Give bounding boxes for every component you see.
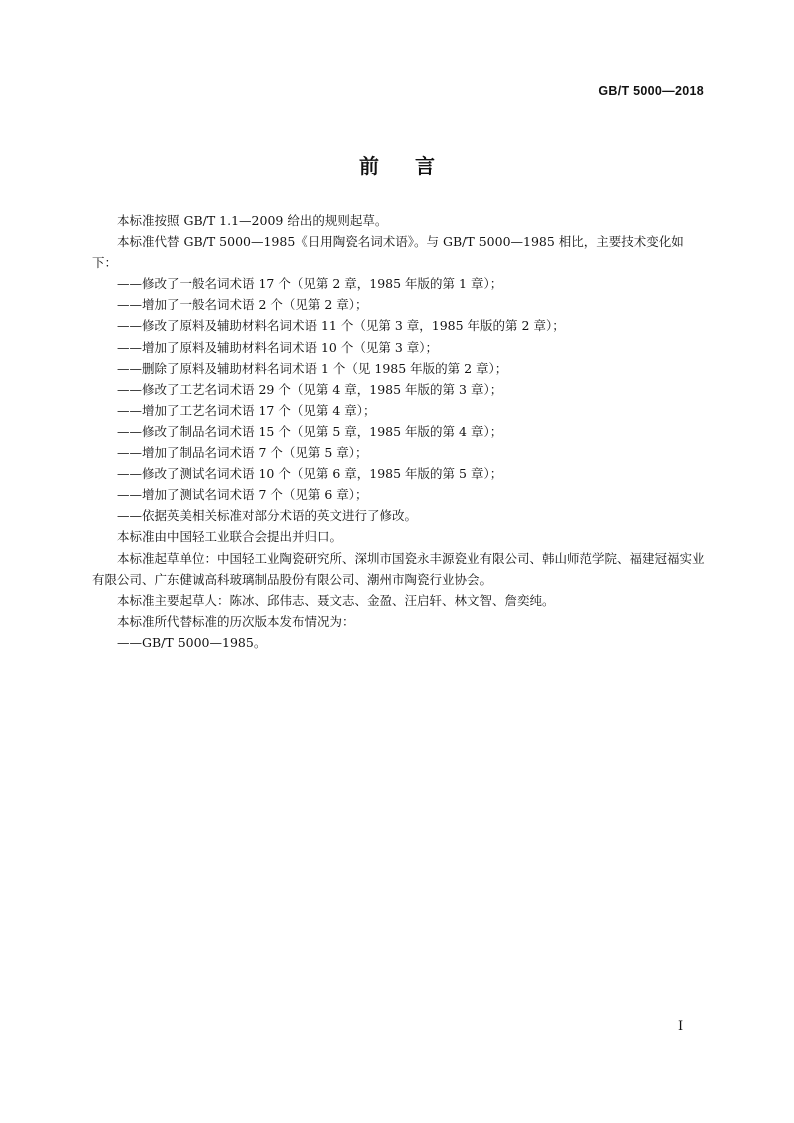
paragraph-proposer: 本标准由中国轻工业联合会提出并归口。 (117, 529, 343, 545)
paragraph-drafting-units: 本标准起草单位：中国轻工业陶瓷研究所、深圳市国瓷永丰源瓷业有限公司、韩山师范学院、福建冠福实业有限公司、广东健诚高科玻璃制品股份有限公司、潮州市陶瓷行业协会。 (92, 550, 705, 587)
list-item: ——GB/T 5000—1985。 (117, 634, 267, 650)
list-item: ——增加了工艺名词术语 17 个（见第 4 章）； (117, 402, 376, 418)
standard-code: GB/T 5000—2018 (598, 84, 704, 98)
list-item: ——增加了一般名词术语 2 个（见第 2 章）； (117, 297, 368, 313)
list-item: ——增加了测试名词术语 7 个（见第 6 章）； (117, 487, 368, 503)
list-item: ——修改了一般名词术语 17 个（见第 2 章，1985 年版的第 1 章）； (117, 276, 503, 292)
page-number: I (678, 1019, 684, 1034)
page-title: 前言 (359, 154, 471, 178)
paragraph-history-intro: 本标准所代替标准的历次版本发布情况为： (117, 613, 355, 629)
list-item: ——增加了原料及辅助材料名词术语 10 个（见第 3 章）； (117, 339, 439, 355)
list-item: ——依据英美相关标准对部分术语的英文进行了修改。 (117, 508, 418, 524)
list-item: ——增加了制品名词术语 7 个（见第 5 章）； (117, 445, 368, 461)
foreword-body (92, 210, 706, 653)
list-item: ——删除了原料及辅助材料名词术语 1 个（见 1985 年版的第 2 章）； (117, 360, 508, 376)
list-item: ——修改了工艺名词术语 29 个（见第 4 章，1985 年版的第 3 章）； (117, 381, 503, 397)
list-item: ——修改了原料及辅助材料名词术语 11 个（见第 3 章，1985 年版的第 2 章）； (117, 318, 565, 334)
paragraph-drafting-rules: 本标准按照 GB/T 1.1—2009 给出的规则起草。 (117, 213, 388, 228)
paragraph-replacement: 本标准代替 GB/T 5000—1985《日用陶瓷名词术语》。与 GB/T 5000—1985 相比，主要技术变化如下： (92, 234, 684, 271)
paragraph-drafters: 本标准主要起草人：陈冰、邱伟志、聂文志、金盈、汪启轩、林文智、詹奕纯。 (117, 592, 555, 608)
list-item: ——修改了测试名词术语 10 个（见第 6 章，1985 年版的第 5 章）； (117, 466, 503, 482)
list-item: ——修改了制品名词术语 15 个（见第 5 章，1985 年版的第 4 章）； (117, 423, 503, 439)
